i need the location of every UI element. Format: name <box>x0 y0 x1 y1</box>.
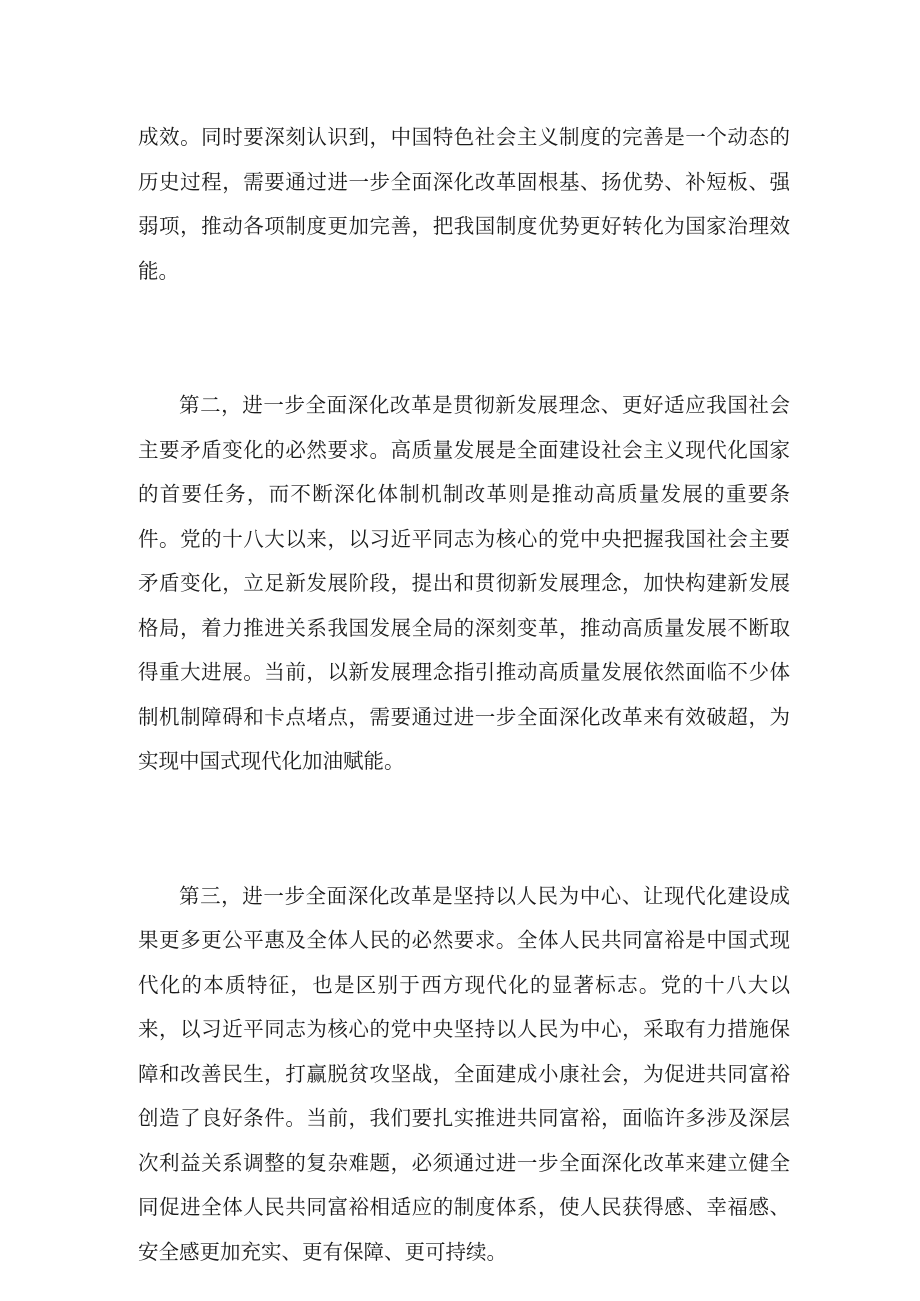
paragraph-second: 第二，进一步全面深化改革是贯彻新发展理念、更好适应我国社会主要矛盾变化的必然要求。高质量发展是全面建设社会主义现代化国家的首要任务，而不断深化体制机制改革则是推动高质量发展的重要条件。党的十八大以来，以习近平同志为核心的党中央把握我国社会主要矛盾变化，立足新发展阶段，提出和贯彻新发展理念，加快构建新发展格局，着力推进关系我国发展全局的深刻变革，推动高质量发展不断取得重大进展。当前，以新发展理念指引推动高质量发展依然面临不少体制机制障碍和卡点堵点，需要通过进一步全面深化改革来有效破超，为实现中国式现代化加油赋能。 <box>138 393 790 773</box>
document-page <box>138 115 790 1274</box>
paragraph-continuation: 成效。同时要深刻认识到，中国特色社会主义制度的完善是一个动态的历史过程，需要通过进一步全面深化改革固根基、扬优势、补短板、强弱项，推动各项制度更加完善，把我国制度优势更好转化为国家治理效能。 <box>138 125 790 283</box>
paragraph-third: 第三，进一步全面深化改革是坚持以人民为中心、让现代化建设成果更多更公平惠及全体人民的必然要求。全体人民共同富裕是中国式现代化的本质特征，也是区别于西方现代化的显著标志。党的十八大以来，以习近平同志为核心的党中央坚持以人民为中心，采取有力措施保障和改善民生，打赢脱贫攻坚战，全面建成小康社会，为促进共同富裕创造了良好条件。当前，我们要扎实推进共同富裕，面临许多涉及深层次利益关系调整的复杂难题，必须通过进一步全面深化改革来建立健全同促进全体人民共同富裕相适应的制度体系，使人民获得感、幸福感、安全感更加充实、更有保障、更可持续。 <box>138 883 790 1264</box>
